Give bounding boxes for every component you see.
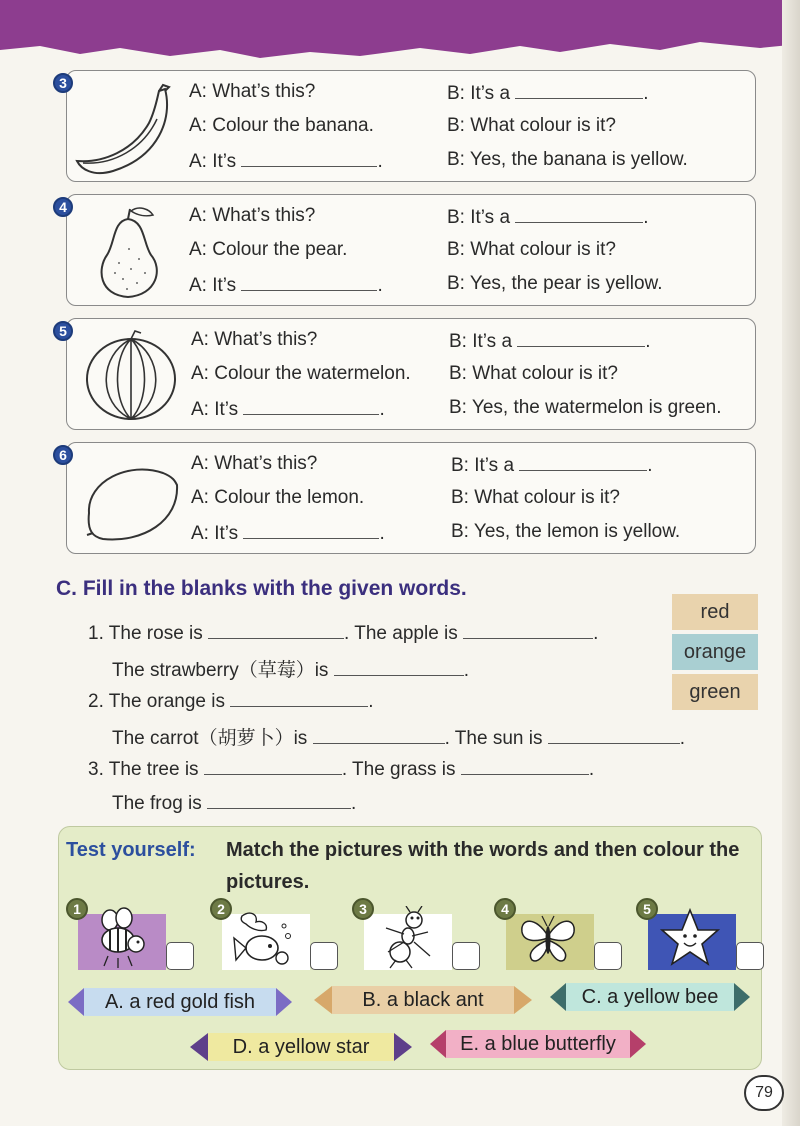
dialogue-box-6 xyxy=(59,442,756,554)
pear-icon xyxy=(73,203,183,299)
answer-blank[interactable] xyxy=(515,205,643,223)
dialogue-b-line-3: B: Yes, the pear is yellow. xyxy=(447,273,663,294)
fill-line-4: The carrot（胡萝卜）is . The sun is . xyxy=(112,728,686,749)
page-binding-edge xyxy=(782,0,800,1126)
dialogue-b-line-3: B: Yes, the watermelon is green. xyxy=(449,397,722,418)
dialogue-a-line-2: A: Colour the lemon. xyxy=(191,487,365,508)
match-picture-5 xyxy=(640,901,740,970)
dialogue-box-5 xyxy=(59,318,756,430)
dialogue-b-line-3: B: Yes, the banana is yellow. xyxy=(447,149,688,170)
answer-blank[interactable] xyxy=(461,757,589,775)
item-number: 3 xyxy=(53,73,73,93)
word-bank-orange: orange xyxy=(672,634,758,670)
picture-number: 1 xyxy=(66,898,88,920)
banana-icon xyxy=(73,79,183,175)
picture-number: 3 xyxy=(352,898,374,920)
item-number: 6 xyxy=(53,445,73,465)
dialogue-b-line-1: B: It’s a . xyxy=(451,455,653,476)
answer-blank[interactable] xyxy=(519,453,647,471)
answer-blank[interactable] xyxy=(204,757,342,775)
option-e-label[interactable]: E. a blue butterfly xyxy=(430,1028,646,1060)
answer-blank[interactable] xyxy=(207,791,351,809)
word-bank-red: red xyxy=(672,594,758,630)
answer-checkbox[interactable] xyxy=(166,942,194,970)
answer-blank[interactable] xyxy=(548,726,680,744)
answer-checkbox[interactable] xyxy=(594,942,622,970)
option-d-label[interactable]: D. a yellow star xyxy=(190,1031,412,1063)
dialogue-b-line-2: B: What colour is it? xyxy=(447,115,616,136)
answer-blank[interactable] xyxy=(334,658,464,676)
fill-line-3: 2. The orange is . xyxy=(88,691,374,712)
answer-checkbox[interactable] xyxy=(736,942,764,970)
option-c-label[interactable]: C. a yellow bee xyxy=(550,981,750,1013)
dialogue-a-line-1: A: What’s this? xyxy=(189,81,316,102)
dialogue-a-line-2: A: Colour the banana. xyxy=(189,115,374,136)
fill-line-6: The frog is . xyxy=(112,793,357,814)
item-number: 5 xyxy=(53,321,73,341)
fill-line-2: The strawberry（草莓）is . xyxy=(112,660,469,681)
match-picture-3 xyxy=(356,901,456,970)
answer-blank[interactable] xyxy=(230,689,368,707)
dialogue-b-line-2: B: What colour is it? xyxy=(451,487,620,508)
dialogue-a-line-2: A: Colour the watermelon. xyxy=(191,363,411,384)
lemon-icon xyxy=(73,451,183,547)
dialogue-a-line-1: A: What’s this? xyxy=(189,205,316,226)
fill-line-5: 3. The tree is . The grass is . xyxy=(88,759,595,780)
dialogue-a-line-1: A: What’s this? xyxy=(191,329,318,350)
answer-blank[interactable] xyxy=(243,397,379,415)
torn-paper-edge xyxy=(0,36,800,64)
answer-blank[interactable] xyxy=(463,621,593,639)
answer-blank[interactable] xyxy=(241,149,377,167)
star-icon xyxy=(658,906,722,970)
match-picture-2 xyxy=(214,901,314,970)
watermelon-icon xyxy=(73,327,183,423)
answer-checkbox[interactable] xyxy=(452,942,480,970)
answer-blank[interactable] xyxy=(208,621,344,639)
page-number: 79 xyxy=(744,1075,784,1111)
answer-blank[interactable] xyxy=(517,329,645,347)
dialogue-a-line-3: A: It’s . xyxy=(189,151,383,172)
dialogue-a-line-3: A: It’s . xyxy=(189,275,383,296)
answer-blank[interactable] xyxy=(313,726,445,744)
dialogue-b-line-2: B: What colour is it? xyxy=(447,239,616,260)
test-yourself-label: Test yourself: xyxy=(66,839,196,861)
top-decorative-band xyxy=(0,0,800,62)
butterfly-icon xyxy=(516,906,580,970)
section-c-title: C. Fill in the blanks with the given words. xyxy=(56,577,467,600)
dialogue-b-line-1: B: It’s a . xyxy=(449,331,651,352)
gold-fish-icon xyxy=(232,906,296,970)
dialogue-a-line-3: A: It’s . xyxy=(191,523,385,544)
ant-icon xyxy=(374,906,438,970)
dialogue-b-line-1: B: It’s a . xyxy=(447,83,649,104)
test-yourself-instruction: Match the pictures with the words and then colour the pictures. xyxy=(226,839,740,893)
option-b-label[interactable]: B. a black ant xyxy=(314,984,532,1016)
option-a-label[interactable]: A. a red gold fish xyxy=(68,986,292,1018)
match-picture-1 xyxy=(70,901,170,970)
bee-icon xyxy=(88,906,152,970)
answer-blank[interactable] xyxy=(243,521,379,539)
answer-blank[interactable] xyxy=(241,273,377,291)
dialogue-b-line-2: B: What colour is it? xyxy=(449,363,618,384)
dialogue-box-3 xyxy=(59,70,756,182)
answer-checkbox[interactable] xyxy=(310,942,338,970)
dialogue-a-line-2: A: Colour the pear. xyxy=(189,239,348,260)
picture-number: 5 xyxy=(636,898,658,920)
item-number: 4 xyxy=(53,197,73,217)
picture-number: 2 xyxy=(210,898,232,920)
dialogue-a-line-1: A: What’s this? xyxy=(191,453,318,474)
dialogue-a-line-3: A: It’s . xyxy=(191,399,385,420)
match-picture-4 xyxy=(498,901,598,970)
dialogue-b-line-1: B: It’s a . xyxy=(447,207,649,228)
picture-number: 4 xyxy=(494,898,516,920)
dialogue-box-4 xyxy=(59,194,756,306)
fill-line-1: 1. The rose is . The apple is . xyxy=(88,623,599,644)
dialogue-b-line-3: B: Yes, the lemon is yellow. xyxy=(451,521,681,542)
word-bank-green: green xyxy=(672,674,758,710)
answer-blank[interactable] xyxy=(515,81,643,99)
